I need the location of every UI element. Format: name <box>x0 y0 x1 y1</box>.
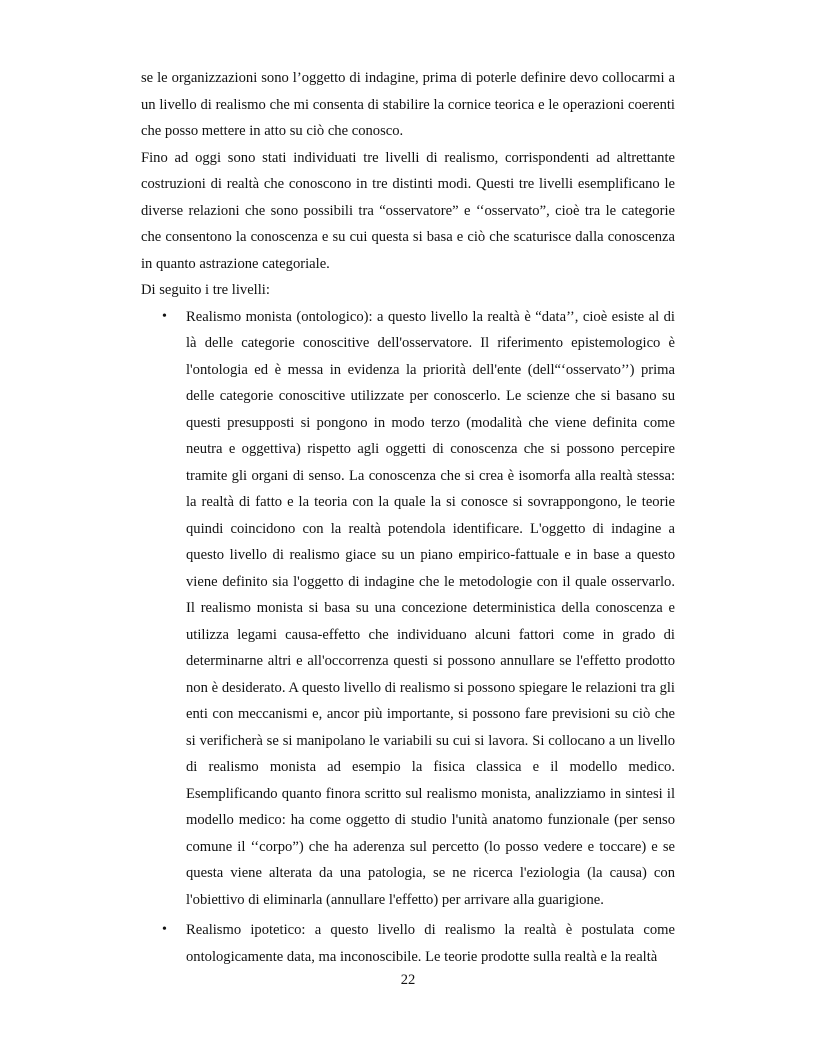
body-text <box>141 65 675 974</box>
bullet-icon: • <box>162 922 167 937</box>
list-item-realismo-ipotetico <box>141 917 675 970</box>
realism-levels-list <box>141 304 675 971</box>
list-item-realismo-monista <box>141 304 675 914</box>
bullet-icon: • <box>162 308 167 324</box>
list-item-text: Realismo monista (ontologico): a questo livello la realtà è “data’’, cioè esiste al di là delle categorie conoscitive dell'osservatore. Il riferimento epistemologico è l'ontologia ed è messa in evidenza la priorità dell'ente (dell“‘osservato’’) prima delle categorie conoscitive utilizzate per conoscerlo. Le scienze che si basano su questi presupposti si pongono in modo terzo (modalità che viene definita come neutra e oggettiva) rispetto agli oggetti di conoscenza che si possono percepire tramite gli organi di senso. La conoscenza che si crea è isomorfa alla realtà stessa: la realtà di fatto e la teoria con la quale la si conosce si sovrappongono, le teorie quindi coincidono con la realtà potendola identificare. L'oggetto di indagine a questo livello di realismo giace su un piano empirico-fattuale e in base a questo viene definito sia l'oggetto di indagine che le metodologie con il quale osservarlo. Il realismo monista si basa su una concezione deterministica della conoscenza e utilizza legami causa-effetto che individuano alcuni fattori come in grado di determinarne altri e all'occorrenza questi si possono annullare se l'effetto prodotto non è desiderato. A questo livello di realismo si possono spiegare le relazioni tra gli enti con meccanismi e, ancor più importante, si possono fare previsioni su ciò che si verificherà se si manipolano le variabili su cui si lavora. Si collocano a un livello di realismo monista ad esempio la fisica classica e il modello medico. Esemplificando quanto finora scritto sul realismo monista, analizziamo in sintesi il modello medico: ha come oggetto di studio l'unità anatomo funzionale (per senso comune il ‘‘corpo”) che ha aderenza sul percetto (lo posso vedere e toccare) e se questa viene alterata da una patologia, se ne ricerca l'eziologia (la causa) con l'obiettivo di eliminarla (annullare l'effetto) per arrivare alla guarigione. <box>186 308 675 908</box>
list-item-text: Realismo ipotetico: a questo livello di realismo la realtà è postulata come ontologicamente data, ma inconoscibile. Le teorie prodotte sulla realtà e la realtà <box>186 922 675 965</box>
paragraph: Fino ad oggi sono stati individuati tre livelli di realismo, corrispondenti ad altrettante costruzioni di realtà che conoscono in tre distinti modi. Questi tre livelli esemplificano le diverse relazioni che sono possibili tra “osservatore” e ‘‘osservato”, cioè tra le categorie che consentono la conoscenza e su cui questa si basa e ciò che scaturisce dalla conoscenza in quanto astrazione categoriale. <box>141 149 675 272</box>
page-number: 22 <box>400 972 416 988</box>
paragraph: se le organizzazioni sono l’oggetto di indagine, prima di poterle definire devo collocarmi a un livello di realismo che mi consenta di stabilire la cornice teorica e le operazioni coerenti che posso mettere in atto su ciò che conosco. <box>141 70 675 139</box>
paragraph: Di seguito i tre livelli: <box>141 282 270 298</box>
